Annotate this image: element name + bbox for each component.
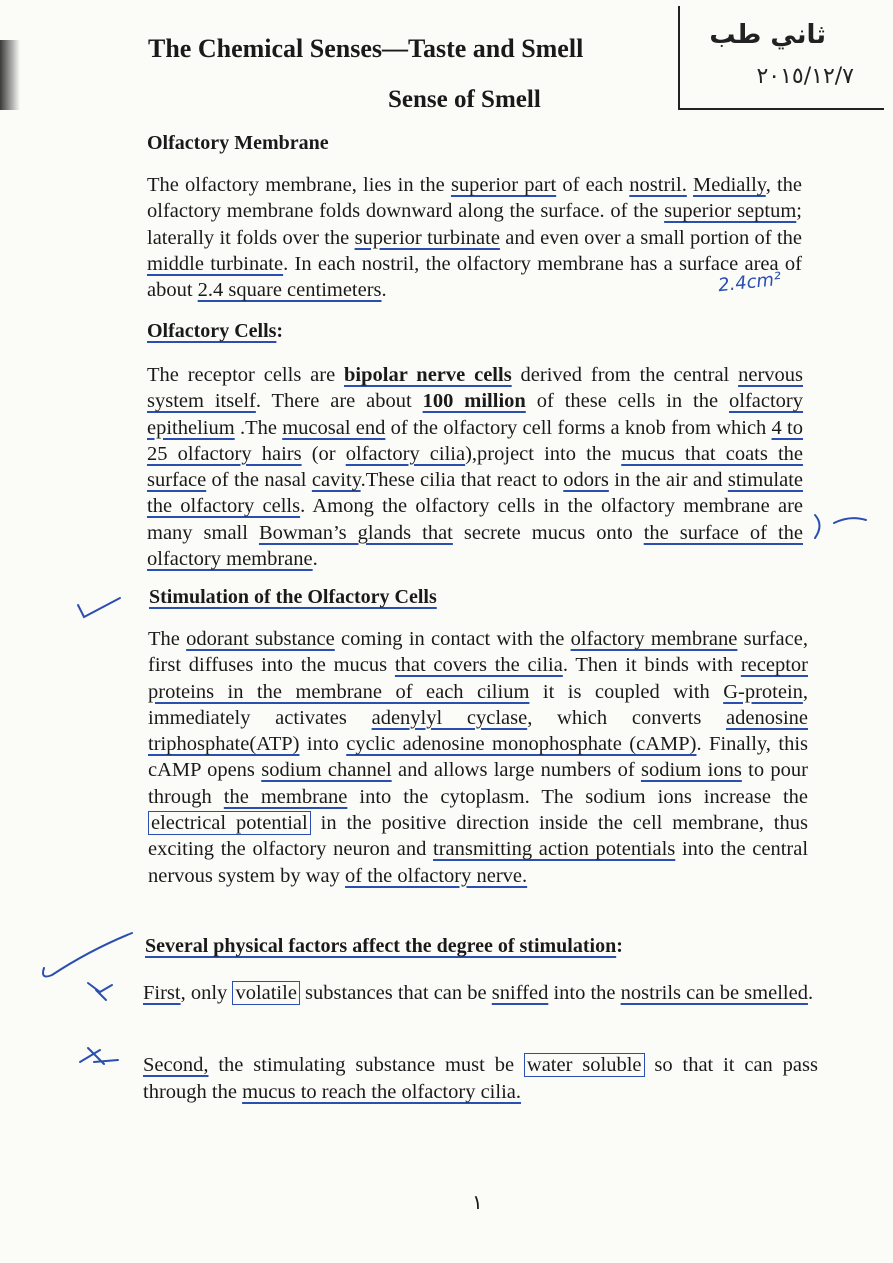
page-title: The Chemical Senses—Taste and Smell bbox=[148, 34, 584, 63]
number-two-mark-icon bbox=[80, 1048, 118, 1064]
heading-olfactory-cells: Olfactory Cells: bbox=[147, 320, 284, 342]
heading-physical-factors: Several physical factors affect the degree of stimulation: bbox=[145, 935, 623, 957]
page-number: ١ bbox=[472, 1190, 483, 1214]
factor-second: Second, the stimulating substance must be water soluble so that it can pass through the mucus to reach the olfactory cilia. bbox=[143, 1054, 818, 1103]
heading-olfactory-membrane: Olfactory Membrane bbox=[147, 132, 329, 154]
checkmark-icon bbox=[78, 598, 120, 617]
checkmark-icon bbox=[43, 933, 132, 976]
number-one-mark-icon bbox=[88, 983, 112, 1000]
arrow-mark-icon bbox=[834, 518, 866, 523]
paragraph-olfactory-cells: The receptor cells are bipolar nerve cells derived from the central nervous system itself. There are about 100 million of these cells in the olfactory epithelium .The mucosal end of the olfactory cell forms a knob from which 4 to 25 olfactory hairs (or olfactory cilia),project into the mucus that coats the surface of the nasal cavity.These cilia that react to odors in the air and stimulate the olfactory cells. Among the olfactory cells in the olfactory membrane are many small Bowman’s glands that secrete mucus onto the surface of the olfactory membrane. bbox=[147, 364, 804, 571]
course-label: ثاني طب bbox=[709, 20, 826, 50]
bracket-mark-icon bbox=[815, 515, 820, 538]
date-label: ٢٠١٥/١٢/٧ bbox=[756, 64, 854, 89]
paragraph-olfactory-membrane: The olfactory membrane, lies in the superior part of each nostril. Medially, the olfactory membrane folds downward along the surface. of the superior septum; laterally it folds over the superior turbinate and even over a small portion of the middle turbinate. In each nostril, the olfactory membrane has a surface area of about 2.4 square centimeters. bbox=[147, 174, 803, 302]
handwritten-area-note: 2.4cm² bbox=[717, 268, 783, 297]
factor-first: First, only volatile substances that can be sniffed into the nostrils can be smelled. bbox=[143, 982, 814, 1004]
paragraph-stimulation: The odorant substance coming in contact with the olfactory membrane surface, first diffuses into the mucus that covers the cilia. Then it binds with receptor proteins in the membrane of each cilium it is coupled with G-protein, immediately activates adenylyl cyclase, which converts adenosine triphosphate(ATP) into cyclic adenosine monophosphate (cAMP). Finally, this cAMP opens sodium channel and allows large numbers of sodium ions to pour through the membrane into the cytoplasm. The sodium ions increase the electrical potential in the positive direction inside the cell membrane, thus exciting the olfactory neuron and transmitting action potentials into the central nervous system by way of the olfactory nerve. bbox=[148, 628, 809, 887]
page-subtitle: Sense of Smell bbox=[388, 86, 541, 113]
heading-stimulation: Stimulation of the Olfactory Cells bbox=[149, 586, 437, 608]
